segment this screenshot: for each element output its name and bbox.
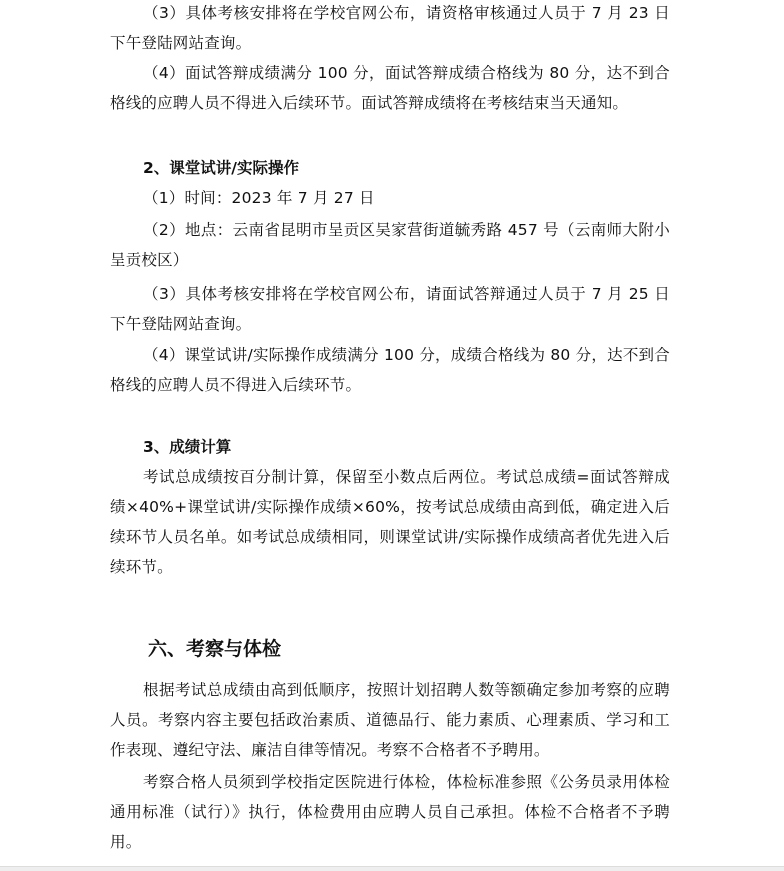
page-bottom-edge (0, 866, 784, 871)
subheading-lecture-practice: 2、课堂试讲/实际操作 (143, 159, 299, 177)
paragraph-exam-schedule-2: （3）具体考核安排将在学校官网公布，请面试答辩通过人员于 7 月 25 日下午登陆网站查询。 (110, 285, 670, 333)
paragraph-inspection: 根据考试总成绩由高到低顺序，按照计划招聘人数等额确定参加考察的应聘人员。考察内容主要包括政治素质、道德品行、能力素质、心理素质、学习和工作表现、遵纪守法、廉洁自律等情况。考察不合格者不予聘用。 (110, 681, 670, 759)
paragraph-exam-schedule-1: （3）具体考核安排将在学校官网公布，请资格审核通过人员于 7 月 23 日下午登陆网站查询。 (110, 4, 670, 52)
section-heading-inspection: 六、考察与体检 (148, 638, 282, 660)
paragraph-location: （2）地点：云南省昆明市呈贡区吴家营街道毓秀路 457 号（云南师大附小呈贡校区） (110, 221, 670, 269)
paragraph-time: （1）时间：2023 年 7 月 27 日 (143, 189, 375, 207)
subheading-score-calculation: 3、成绩计算 (143, 438, 232, 456)
paragraph-lecture-score: （4）课堂试讲/实际操作成绩满分 100 分，成绩合格线为 80 分，达不到合格线的应聘人员不得进入后续环节。 (110, 346, 670, 394)
paragraph-interview-score: （4）面试答辩成绩满分 100 分，面试答辩成绩合格线为 80 分，达不到合格线的应聘人员不得进入后续环节。面试答辩成绩将在考核结束当天通知。 (110, 64, 670, 112)
paragraph-medical-exam: 考察合格人员须到学校指定医院进行体检，体检标准参照《公务员录用体检通用标准（试行）》执行，体检费用由应聘人员自己承担。体检不合格者不予聘用。 (110, 773, 670, 851)
paragraph-score-calculation: 考试总成绩按百分制计算，保留至小数点后两位。考试总成绩=面试答辩成绩×40%+课堂试讲/实际操作成绩×60%，按考试总成绩由高到低，确定进入后续环节人员名单。如考试总成绩相同，则课堂试讲/实际操作成绩高者优先进入后续环节。 (110, 468, 670, 576)
